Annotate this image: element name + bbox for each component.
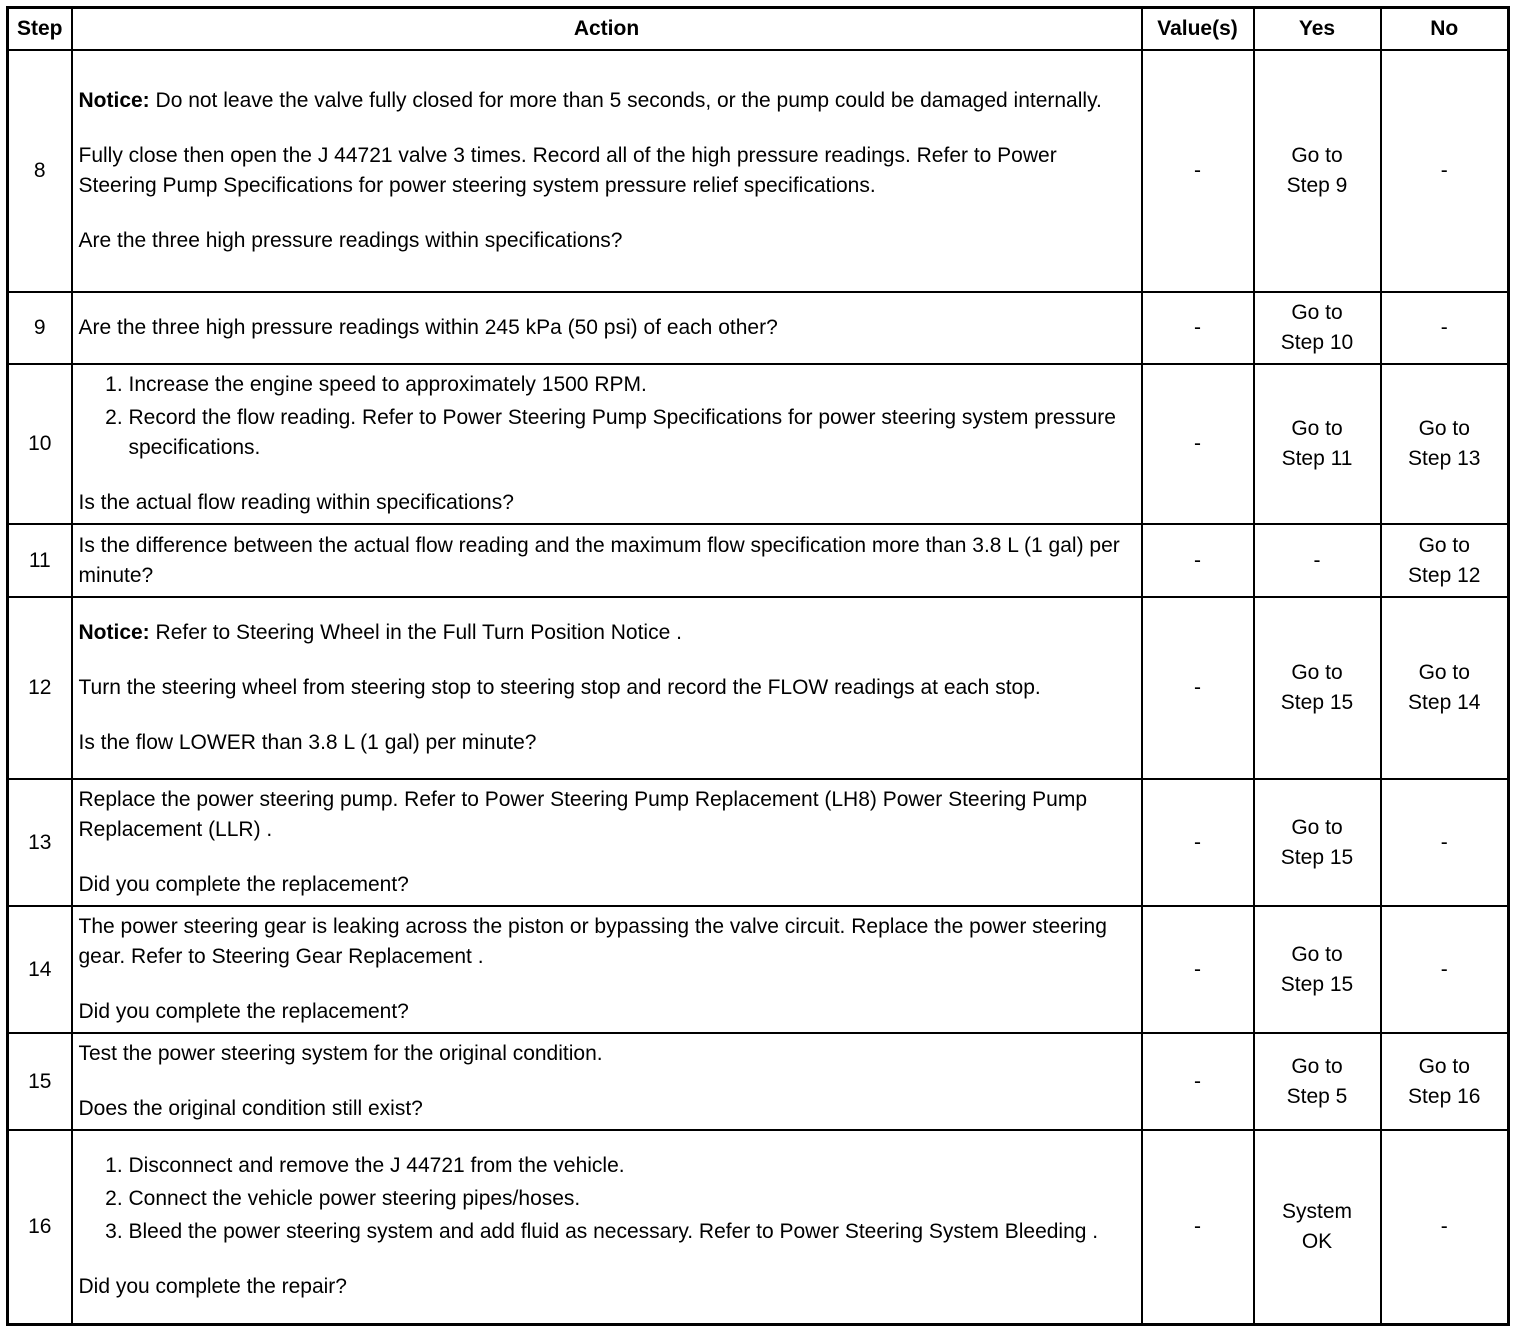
no-line-1: Go to <box>1418 661 1470 684</box>
no-cell <box>1381 779 1509 906</box>
table-row-step-10 <box>8 364 1509 524</box>
action-question: Are the three high pressure readings within specifications? <box>78 229 623 252</box>
header-row <box>8 8 1509 51</box>
notice <box>79 618 1135 648</box>
no-line-1: - <box>1440 1214 1448 1238</box>
yes-line-1: Go to <box>1291 815 1343 839</box>
no-line-2: Step 13 <box>1408 447 1481 470</box>
value-cell: - <box>1142 524 1254 597</box>
step-number: 9 <box>8 292 72 364</box>
no-line-1: - <box>1440 957 1448 981</box>
header-values: Value(s) <box>1142 8 1254 51</box>
no-line-1: Go to <box>1418 417 1470 440</box>
yes-line-2: Step 5 <box>1286 1084 1348 1108</box>
yes-line-2: Step 10 <box>1280 331 1354 354</box>
yes-line-1: Go to <box>1291 417 1343 440</box>
yes-line-2: Step 11 <box>1281 447 1353 470</box>
header-action: Action <box>72 8 1142 51</box>
action-cell <box>72 524 1142 597</box>
no-line-1: - <box>1440 830 1448 854</box>
yes-line-2: Step 15 <box>1280 845 1354 869</box>
action-cell <box>72 364 1142 524</box>
yes-line-1: Go to <box>1291 1054 1343 1078</box>
yes-line-2: Step 9 <box>1286 174 1348 197</box>
no-line-1: Go to <box>1418 1054 1470 1078</box>
no-cell <box>1381 292 1509 364</box>
action-cell <box>72 1033 1142 1130</box>
diagnostic-table <box>6 6 1510 1326</box>
action-cell <box>72 50 1142 292</box>
value-cell: - <box>1142 597 1254 779</box>
value-cell: - <box>1142 364 1254 524</box>
step-number: 12 <box>8 597 72 779</box>
table-row-step-11 <box>8 524 1509 597</box>
action-paragraph: Fully close then open the J 44721 valve 3 times. Record all of the high pressure readings. Refer to Power Steering Pump Specifications for power steering system pressure relief specifications. <box>78 144 1057 197</box>
no-cell <box>1381 906 1509 1033</box>
yes-cell <box>1254 779 1381 906</box>
yes-cell <box>1254 364 1381 524</box>
action-paragraph: Test the power steering system for the original condition. <box>78 1042 603 1065</box>
yes-line-2: Step 15 <box>1280 691 1354 714</box>
action-list <box>79 370 1135 463</box>
no-cell <box>1381 50 1509 292</box>
yes-cell <box>1254 292 1381 364</box>
list-item: 1. Increase the engine speed to approximately 1500 RPM. <box>129 370 1135 400</box>
action-paragraph: Turn the steering wheel from steering stop to steering stop and record the FLOW readings at each stop. <box>78 676 1041 699</box>
value-cell: - <box>1142 292 1254 364</box>
notice-text: Refer to Steering Wheel in the Full Turn Position Notice . <box>149 621 682 644</box>
action-question: Did you complete the repair? <box>78 1275 347 1299</box>
yes-line-1: Go to <box>1291 661 1343 684</box>
table-row-step-13 <box>8 779 1509 906</box>
table-row-step-15 <box>8 1033 1509 1130</box>
yes-cell <box>1254 597 1381 779</box>
value-cell: - <box>1142 1130 1254 1324</box>
notice-label: Notice: <box>78 89 150 112</box>
notice-label: Notice: <box>78 621 150 644</box>
action-question: Did you complete the replacement? <box>78 1000 409 1023</box>
table-row-step-12 <box>8 597 1509 779</box>
no-cell <box>1381 1033 1509 1130</box>
action-paragraph: Replace the power steering pump. Refer to Power Steering Pump Replacement (LH8) Power Steering Pump Replacement (LLR) . <box>78 788 1088 841</box>
step-number: 11 <box>8 524 72 597</box>
value-cell: - <box>1142 50 1254 292</box>
yes-cell <box>1254 1033 1381 1130</box>
action-question: Is the difference between the actual flow reading and the maximum flow specification more than 3.8 L (1 gal) per minute? <box>78 533 1120 587</box>
table-row-step-8 <box>8 50 1509 292</box>
action-question: Are the three high pressure readings within 245 kPa (50 psi) of each other? <box>78 316 778 339</box>
no-line-2: Step 14 <box>1408 691 1481 714</box>
list-item: 2. Record the flow reading. Refer to Power Steering Pump Specifications for power steering system pressure specifications. <box>129 403 1135 463</box>
action-cell <box>72 779 1142 906</box>
yes-cell <box>1254 524 1381 597</box>
action-question: Is the actual flow reading within specifications? <box>78 491 514 514</box>
yes-line-1: Go to <box>1291 942 1343 966</box>
yes-line-2: Step 15 <box>1280 972 1354 996</box>
list-item: 1. Disconnect and remove the J 44721 from the vehicle. <box>129 1151 1135 1181</box>
table-row-step-14 <box>8 906 1509 1033</box>
no-cell <box>1381 524 1509 597</box>
table-row-step-9 <box>8 292 1509 364</box>
yes-cell <box>1254 906 1381 1033</box>
yes-cell <box>1254 1130 1381 1324</box>
step-number: 8 <box>8 50 72 292</box>
action-list <box>79 1151 1135 1247</box>
no-line-1: - <box>1440 159 1448 182</box>
yes-line-1: System <box>1281 1199 1352 1223</box>
step-number: 14 <box>8 906 72 1033</box>
header-yes: Yes <box>1254 8 1381 51</box>
no-cell <box>1381 1130 1509 1324</box>
action-cell <box>72 292 1142 364</box>
value-cell: - <box>1142 906 1254 1033</box>
no-line-1: - <box>1440 316 1448 339</box>
action-cell <box>72 597 1142 779</box>
table-row-step-16 <box>8 1130 1509 1324</box>
no-cell <box>1381 364 1509 524</box>
no-line-2: Step 16 <box>1408 1084 1481 1108</box>
yes-line-1: Go to <box>1291 301 1343 324</box>
no-line-2: Step 12 <box>1408 563 1481 587</box>
action-question: Is the flow LOWER than 3.8 L (1 gal) per minute? <box>78 731 537 754</box>
action-cell <box>72 906 1142 1033</box>
value-cell: - <box>1142 779 1254 906</box>
yes-line-2: OK <box>1301 1229 1333 1253</box>
notice <box>79 86 1135 116</box>
no-cell <box>1381 597 1509 779</box>
step-number: 10 <box>8 364 72 524</box>
yes-cell <box>1254 50 1381 292</box>
notice-text: Do not leave the valve fully closed for more than 5 seconds, or the pump could be damaged internally. <box>149 89 1102 112</box>
step-number: 16 <box>8 1130 72 1324</box>
list-item: 3. Bleed the power steering system and add fluid as necessary. Refer to Power Steering System Bleeding . <box>129 1217 1135 1247</box>
header-no: No <box>1381 8 1509 51</box>
action-paragraph: The power steering gear is leaking across the piston or bypassing the valve circuit. Replace the power steering gear. Refer to Steering Gear Replacement . <box>78 915 1107 968</box>
yes-line-1: - <box>1313 548 1321 572</box>
step-number: 15 <box>8 1033 72 1130</box>
list-item: 2. Connect the vehicle power steering pipes/hoses. <box>129 1184 1135 1214</box>
action-question: Does the original condition still exist? <box>78 1097 423 1120</box>
header-step: Step <box>8 8 72 51</box>
yes-line-1: Go to <box>1291 144 1343 167</box>
action-question: Did you complete the replacement? <box>78 873 409 896</box>
no-line-1: Go to <box>1418 533 1470 557</box>
action-cell <box>72 1130 1142 1324</box>
step-number: 13 <box>8 779 72 906</box>
value-cell: - <box>1142 1033 1254 1130</box>
